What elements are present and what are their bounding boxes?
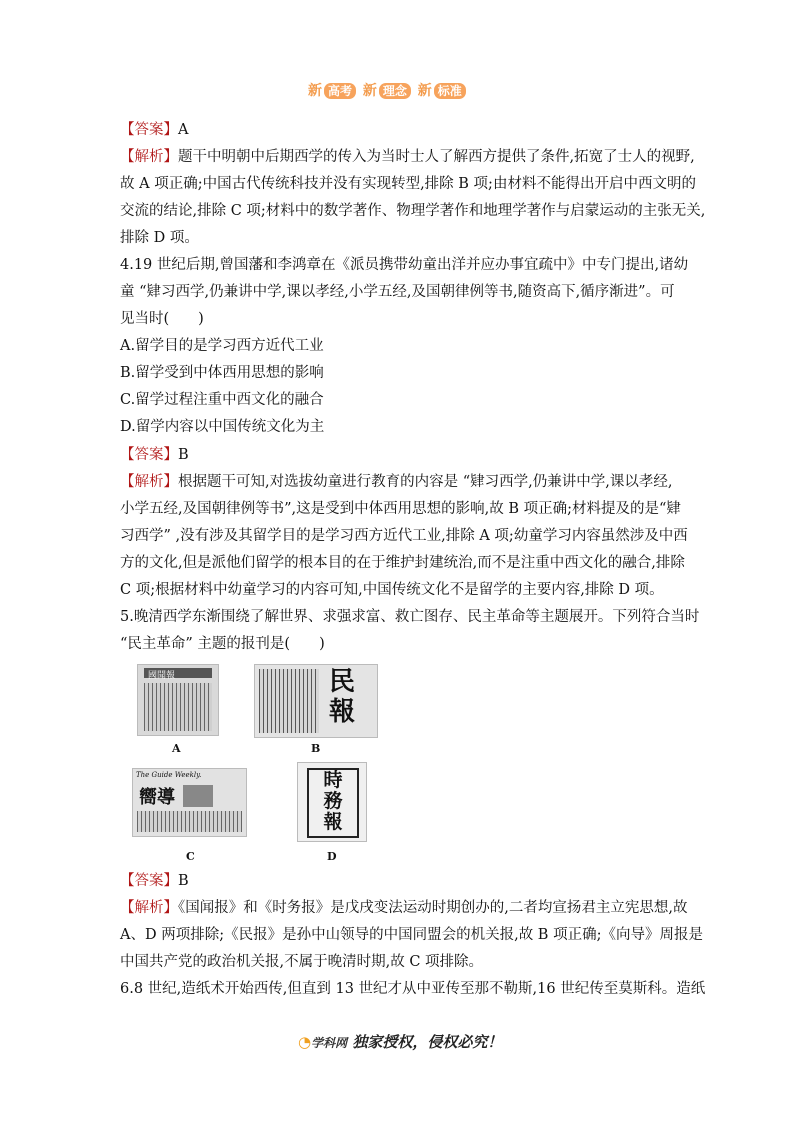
image-d-label: D <box>327 850 337 863</box>
image-d-title: 時 務 報 <box>307 768 359 838</box>
image-b-label: B <box>311 742 321 755</box>
option-line: D.留学内容以中国传统文化为主 <box>120 419 325 435</box>
answer-line: 【答案】B <box>120 873 189 889</box>
newspaper-image-c <box>132 768 247 837</box>
header-word: 新 <box>417 83 432 99</box>
option-line: A.留学目的是学习西方近代工业 <box>120 338 324 354</box>
option-line: B.留学受到中体西用思想的影响 <box>120 365 324 381</box>
analysis-line: 【解析】题干中明朝中后期西学的传入为当时士人了解西方提供了条件,拓宽了士人的视野, <box>120 149 695 165</box>
footer-logo: 学科网 <box>311 1036 348 1050</box>
text-line: C 项;根据材料中幼童学习的内容可知,中国传统文化不是留学的主要内容,排除 D 项。 <box>120 582 664 598</box>
header-badge: 理念 <box>379 83 411 99</box>
image-a-label: A <box>172 742 181 755</box>
text-line: 交流的结论,排除 C 项;材料中的数学著作、物理学著作和地理学著作与启蒙运动的主张无关, <box>120 203 706 219</box>
newspaper-image-d <box>297 762 367 842</box>
answer-line: 【答案】A <box>120 122 189 138</box>
image-c-english: The Guide Weekly. <box>136 771 202 779</box>
image-b-title: 民 報 <box>329 667 356 727</box>
header-word: 新 <box>308 83 322 99</box>
text-line: 故 A 项正确;中国古代传统科技并没有实现转型,排除 B 项;由材料不能得出开启中西文明的 <box>120 176 696 192</box>
page-header-slogan <box>308 80 486 100</box>
analysis-line: 【解析】《国闻报》和《时务报》是戊戌变法运动时期创办的,二者均宣扬君主立宪思想,故 <box>120 900 688 916</box>
page-footer <box>298 1031 502 1052</box>
text-line: 习西学” ,没有涉及其留学目的是学习西方近代工业,排除 A 项;幼童学习内容虽然涉及中西 <box>120 528 688 544</box>
newspaper-image-a <box>137 664 219 736</box>
question-line: 5.晚清西学东渐围绕了解世界、求强求富、救亡图存、民主革命等主题展开。下列符合当时 <box>120 609 700 625</box>
question-line: 4.19 世纪后期,曾国藩和李鸿章在《派员携带幼童出洋并应办事宜疏中》中专门提出,诸幼 <box>120 257 689 273</box>
question-line: 6.8 世纪,造纸术开始西传,但直到 13 世纪才从中亚传至那不勒斯,16 世纪传至莫斯科。造纸 <box>120 981 706 997</box>
header-badge: 高考 <box>324 83 356 99</box>
text-line: 中国共产党的政治机关报,不属于晚清时期,故 C 项排除。 <box>120 954 484 970</box>
image-c-label: C <box>186 850 195 863</box>
text-line: 方的文化,但是派他们留学的根本目的在于维护封建统治,而不是注重中西文化的融合,排除 <box>120 555 685 571</box>
logo-icon: ◔ <box>298 1033 312 1051</box>
text-line: “民主革命” 主题的报刊是( ) <box>120 636 325 652</box>
newspaper-image-b <box>254 664 378 738</box>
text-line: A、D 两项排除;《民报》是孙中山领导的中国同盟会的机关报,故 B 项正确;《向导》周报是 <box>120 927 703 943</box>
header-badge: 标准 <box>434 83 466 99</box>
header-word: 新 <box>362 83 377 99</box>
analysis-line: 【解析】根据题干可知,对选拔幼童进行教育的内容是 “肄习西学,仍兼讲中学,课以孝经, <box>120 474 673 490</box>
option-line: C.留学过程注重中西文化的融合 <box>120 392 324 408</box>
text-line: 见当时( ) <box>120 311 204 327</box>
text-line: 排除 D 项。 <box>120 230 199 246</box>
image-a-title: 國聞報 <box>148 671 176 681</box>
footer-text: 独家授权，侵权必究！ <box>352 1033 503 1051</box>
text-line: 童 “肄习西学,仍兼讲中学,课以孝经,小学五经,及国朝律例等书,随资高下,循序渐进”。可 <box>120 284 675 300</box>
image-c-title: 嚮導 <box>139 787 175 808</box>
answer-line: 【答案】B <box>120 447 189 463</box>
text-line: 小学五经,及国朝律例等书”,这是受到中体西用思想的影响,故 B 项正确;材料提及的是“肄 <box>120 501 681 517</box>
